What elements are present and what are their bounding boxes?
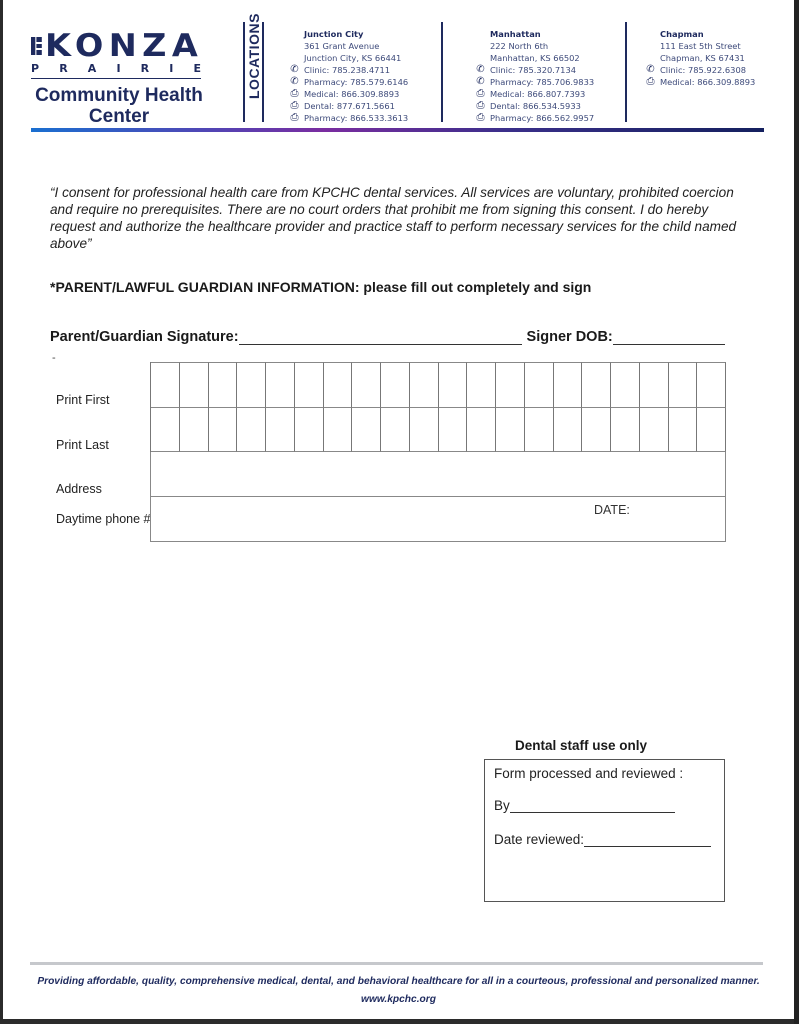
- char-cell[interactable]: [180, 362, 209, 407]
- char-cell[interactable]: [697, 362, 726, 407]
- reviewed-by-field[interactable]: [510, 800, 675, 813]
- signature-field[interactable]: [239, 331, 522, 345]
- fax-icon: ⎙: [476, 100, 485, 111]
- char-cell[interactable]: [554, 407, 583, 452]
- contact-line: [474, 64, 594, 76]
- char-cell[interactable]: [266, 362, 295, 407]
- fax-icon: ⎙: [646, 76, 655, 87]
- char-cell[interactable]: [439, 362, 468, 407]
- footer-mission-statement: Providing affordable, quality, comprehensive medical, dental, and behavioral healthcare for all in a courteous, professional and personalized manner.: [37, 976, 760, 987]
- staff-use-box: [484, 759, 725, 902]
- clinic-address-line1: 111 East 5th Street: [660, 41, 741, 51]
- contact-text: Clinic: 785.320.7134: [490, 65, 577, 75]
- daytime-phone-field[interactable]: [150, 497, 726, 542]
- logo-letter: P: [31, 62, 40, 75]
- logo-subtitle-line1: Community Health: [35, 85, 203, 106]
- char-cell[interactable]: [467, 407, 496, 452]
- fax-icon: ⎙: [290, 88, 299, 99]
- clinic-address-line2: Chapman, KS 67431: [660, 53, 745, 63]
- stray-mark: -: [52, 352, 56, 364]
- contact-text: Pharmacy: 785.706.9833: [490, 77, 595, 87]
- footer-rule: [30, 962, 763, 965]
- logo-konza-text: KONZA: [45, 28, 204, 64]
- fax-icon: ⎙: [476, 88, 485, 99]
- consent-statement: “I consent for professional health care from KPCHC dental services. All services are voluntary, prohibited coercion and require no prerequisites. There are no court orders that prohibit me from signing this consent. I do hereby request and authorize the healthcare provider and practice staff to perform necessary services for the child named above”: [50, 185, 737, 251]
- char-cell[interactable]: [324, 407, 353, 452]
- char-cell[interactable]: [525, 407, 554, 452]
- footer-website: www.kpchc.org: [361, 994, 436, 1005]
- clinic-address-line2: Manhattan, KS 66502: [490, 53, 580, 63]
- char-cell[interactable]: [352, 407, 381, 452]
- clinic-address-line1: 222 North 6th: [490, 41, 549, 51]
- contact-line: [644, 76, 755, 88]
- contact-text: Pharmacy: 785.579.6146: [304, 77, 409, 87]
- char-cell[interactable]: [266, 407, 295, 452]
- phone-icon: ✆: [290, 64, 299, 75]
- logo-wordmark: [31, 30, 225, 62]
- logo-letter: R: [59, 62, 68, 75]
- char-cell[interactable]: [439, 407, 468, 452]
- clinic-address-line1: 361 Grant Avenue: [304, 41, 380, 51]
- char-cell[interactable]: [496, 407, 525, 452]
- char-cell[interactable]: [151, 362, 180, 407]
- fax-icon: ⎙: [290, 100, 299, 111]
- char-cell[interactable]: [496, 362, 525, 407]
- viewer-border: [794, 0, 799, 1024]
- contact-line: [288, 88, 408, 100]
- locations-label: LOCATIONS: [246, 13, 262, 99]
- char-cell[interactable]: [525, 362, 554, 407]
- char-cell[interactable]: [611, 407, 640, 452]
- logo-letter: E: [193, 62, 201, 75]
- fax-icon: ⎙: [290, 112, 299, 123]
- header-gradient-rule: [31, 128, 764, 132]
- contact-text: Pharmacy: 866.562.9957: [490, 113, 595, 123]
- consent-form-page: [3, 0, 794, 1019]
- contact-line: [288, 100, 408, 112]
- phone-icon: ✆: [476, 64, 485, 75]
- guardian-info-grid: [150, 362, 726, 542]
- reviewed-by-row: [494, 798, 675, 813]
- contact-line: [474, 112, 594, 124]
- contact-text: Clinic: 785.922.6308: [660, 65, 747, 75]
- phone-icon: ✆: [646, 64, 655, 75]
- contact-text: Pharmacy: 866.533.3613: [304, 113, 409, 123]
- logo-subtitle-line2: Center: [88, 106, 150, 127]
- char-cell[interactable]: [611, 362, 640, 407]
- konza-logo: [31, 30, 211, 127]
- char-cell[interactable]: [410, 407, 439, 452]
- char-cell[interactable]: [180, 407, 209, 452]
- char-cell[interactable]: [209, 362, 238, 407]
- processed-reviewed-label: Form processed and reviewed :: [494, 766, 684, 781]
- clinic-manhattan: [474, 28, 594, 124]
- clinic-name: Chapman: [660, 29, 704, 39]
- contact-text: Dental: 877.671.5661: [304, 101, 395, 111]
- char-cell[interactable]: [467, 362, 496, 407]
- logo-prairie: [31, 62, 201, 79]
- clinic-name: Manhattan: [490, 29, 541, 39]
- contact-line: [474, 100, 594, 112]
- clinic-divider: [625, 22, 627, 122]
- contact-line: [474, 88, 594, 100]
- contact-text: Clinic: 785.238.4711: [304, 65, 391, 75]
- print-last-label: Print Last: [56, 438, 109, 452]
- staff-use-title: Dental staff use only: [515, 738, 648, 753]
- contact-line: [474, 76, 594, 88]
- date-label: DATE:: [594, 503, 630, 517]
- char-cell[interactable]: [582, 362, 611, 407]
- logo-letter: R: [140, 62, 150, 75]
- phone-icon: ✆: [476, 76, 485, 87]
- logo-letter: A: [87, 62, 97, 75]
- fax-icon: ⎙: [476, 112, 485, 123]
- clinic-divider: [441, 22, 443, 122]
- char-cell[interactable]: [410, 362, 439, 407]
- char-cell[interactable]: [295, 407, 324, 452]
- char-cell[interactable]: [554, 362, 583, 407]
- char-cell[interactable]: [324, 362, 353, 407]
- date-reviewed-row: [494, 832, 711, 847]
- clinic-chapman: [644, 28, 755, 88]
- signature-label: Parent/Guardian Signature:: [50, 329, 239, 345]
- char-cell[interactable]: [697, 407, 726, 452]
- char-cell[interactable]: [381, 362, 410, 407]
- char-cell[interactable]: [582, 407, 611, 452]
- print-first-label: Print First: [56, 393, 110, 407]
- last-name-char-boxes[interactable]: [150, 407, 726, 452]
- date-reviewed-label: Date reviewed:: [494, 832, 585, 847]
- daytime-phone-label: Daytime phone #: [56, 512, 151, 526]
- char-cell[interactable]: [352, 362, 381, 407]
- char-cell[interactable]: [237, 407, 266, 452]
- date-reviewed-field[interactable]: [584, 834, 711, 847]
- char-cell[interactable]: [209, 407, 238, 452]
- char-cell[interactable]: [640, 407, 669, 452]
- clinic-junction-city: [288, 28, 408, 124]
- phone-icon: ✆: [290, 76, 299, 87]
- contact-text: Medical: 866.309.8893: [660, 77, 756, 87]
- first-name-char-boxes[interactable]: [150, 362, 726, 407]
- logo-cross-icon: [31, 35, 42, 57]
- char-cell[interactable]: [640, 362, 669, 407]
- contact-line: [644, 64, 755, 76]
- char-cell[interactable]: [381, 407, 410, 452]
- contact-line: [288, 76, 408, 88]
- char-cell[interactable]: [669, 362, 698, 407]
- contact-line: [288, 112, 408, 124]
- char-cell[interactable]: [237, 362, 266, 407]
- char-cell[interactable]: [669, 407, 698, 452]
- contact-text: Medical: 866.807.7393: [490, 89, 586, 99]
- contact-text: Medical: 866.309.8893: [304, 89, 400, 99]
- signer-dob-field[interactable]: [613, 331, 725, 345]
- guardian-section-heading: *PARENT/LAWFUL GUARDIAN INFORMATION: please fill out completely and sign: [50, 279, 592, 295]
- signer-dob-label: Signer DOB:: [526, 329, 613, 345]
- signature-row: [50, 329, 725, 345]
- contact-line: [288, 64, 408, 76]
- address-label: Address: [56, 482, 102, 496]
- char-cell[interactable]: [151, 407, 180, 452]
- char-cell[interactable]: [295, 362, 324, 407]
- address-field[interactable]: [150, 452, 726, 497]
- clinic-name: Junction City: [304, 29, 364, 39]
- logo-letter: I: [116, 62, 121, 75]
- logo-letter: I: [169, 62, 174, 75]
- clinic-address-line2: Junction City, KS 66441: [304, 53, 402, 63]
- logo-subtitle: [31, 85, 207, 127]
- reviewed-by-label: By: [494, 798, 510, 813]
- contact-text: Dental: 866.534.5933: [490, 101, 581, 111]
